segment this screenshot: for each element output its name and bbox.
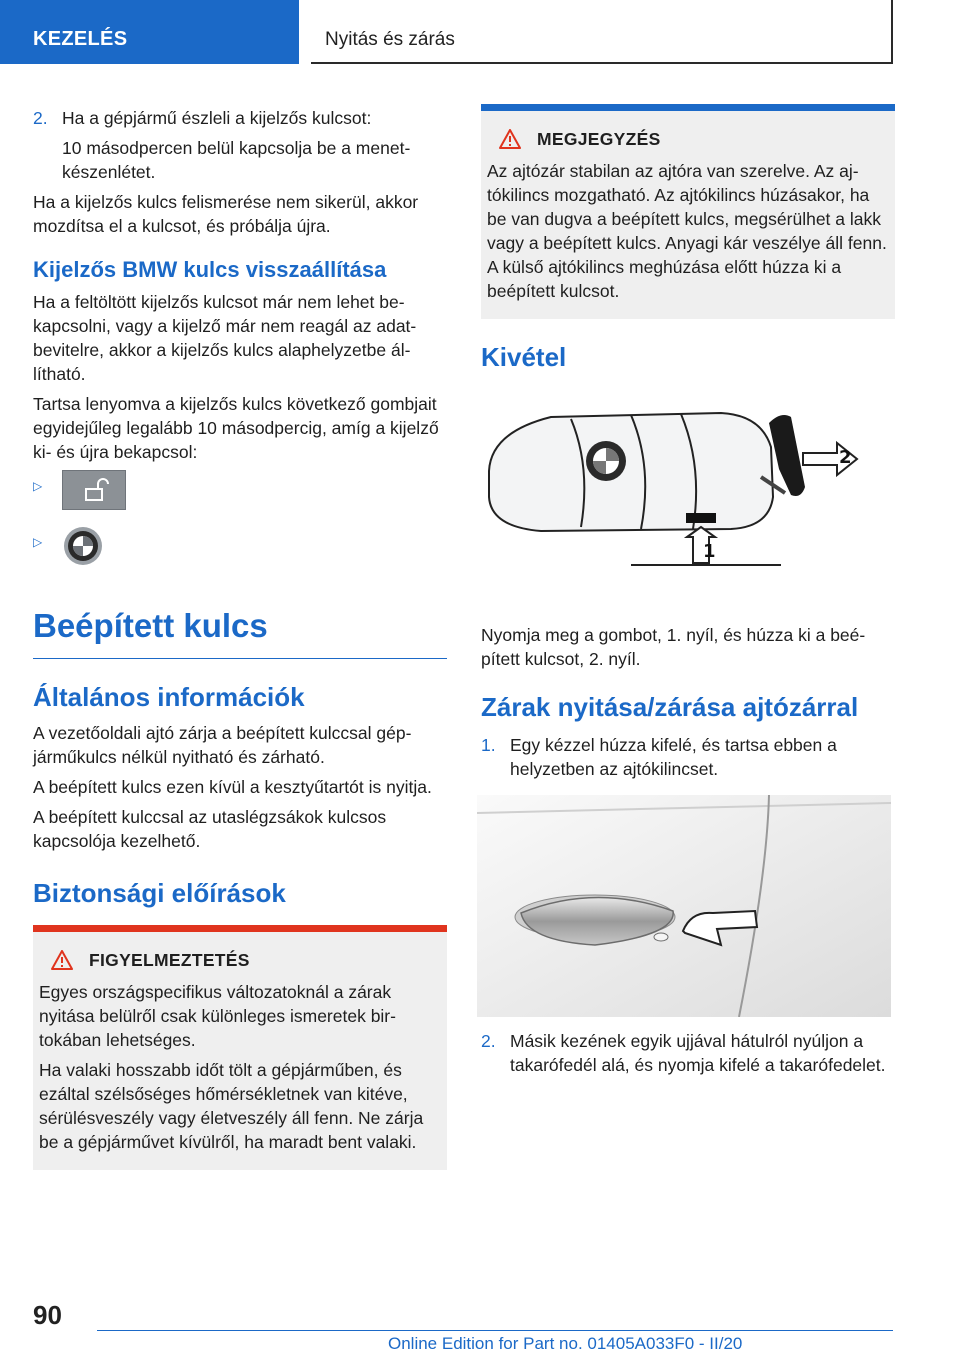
removal-heading: Kivétel (481, 342, 567, 372)
step-number: 2. (481, 1031, 496, 1051)
step-2-subtext: 10 másodpercen belül kapcsolja be a menetkészenlétet. (62, 138, 411, 182)
step-text: Másik kezének egyik ujjával hátulról nyúljon a takarófedél alá, és nyomja kifelé a takarófedelet. (510, 1031, 886, 1075)
right-column (481, 104, 895, 1083)
warning-triangle-icon (499, 129, 521, 149)
edition-note: Online Edition for Part no. 01405A033F0 - II/20 (388, 1334, 743, 1353)
header-chapter-box (311, 0, 893, 64)
unlock-button-icon (62, 470, 126, 510)
note-title-row (487, 127, 887, 151)
general-paragraph-2: A beépített kulcs ezen kívül a kesztyűtartót is nyitja. (33, 777, 432, 797)
key-removal-illustration (481, 387, 895, 583)
warning-box (33, 925, 447, 1170)
integrated-key-heading: Beépített kulcs (33, 606, 447, 659)
door-handle-illustration (477, 795, 891, 1017)
page-number: 90 (33, 1300, 62, 1330)
step-text: Ha a gépjármű észleli a kijelzős kulcsot: (62, 108, 372, 128)
reset-paragraph-2: Tartsa lenyomva a kijelzős kulcs következő gombjait egyidejűleg legalább 10 másodpercig, amíg a kijelző ki- és újra bekapcsol: (33, 394, 439, 462)
note-box (481, 104, 895, 319)
note-title: MEGJEGYZÉS (537, 129, 661, 149)
bullet-marker: ▷ (33, 479, 43, 493)
callout-1: 1 (703, 541, 716, 562)
header-section-tab (0, 0, 299, 64)
footer-divider (97, 1330, 893, 1331)
general-paragraph-3: A beépített kulccsal az utaslégzsákok kulcsos kapcsolója kezelhető. (33, 807, 387, 851)
bullet-bmw-button (33, 526, 447, 584)
warning-triangle-icon (51, 950, 73, 970)
step-2-item (33, 106, 447, 130)
header-chapter-label: Nyitás és zárás (325, 29, 455, 50)
lock-step-1 (481, 733, 895, 781)
bmw-logo-icon (63, 526, 103, 566)
warning-paragraph-1: Egyes országspecifikus változatoknál a zárak nyitása belülről csak különleges ismeretek birtokában lehetséges. (39, 982, 396, 1050)
general-info-heading: Általános információk (33, 682, 305, 712)
reset-heading: Kijelzős BMW kulcs visszaállítása (33, 257, 387, 282)
safety-heading: Biztonsági előírások (33, 878, 286, 908)
reset-paragraph-1: Ha a feltöltött kijelzős kulcsot már nem lehet bekapcsolni, vagy a kijelző már nem reagál az adatbevitelre, akkor a kijelzős kulcs alaphelyzetbe állítható. (33, 292, 417, 384)
step-number: 1. (481, 735, 496, 755)
left-column (33, 106, 447, 1170)
header-section-label: KEZELÉS (33, 28, 128, 50)
door-lock-heading: Zárak nyitása/zárása ajtózárral (481, 692, 859, 722)
note-text: Az ajtózár stabilan az ajtóra van szerelve. Az ajtókilincs mozgatható. Az ajtókilincs húzásakor, ha be van dugva a beépített kulcs, megsérülhet a lakk vagy a beépített kulcs. Anyagi kár veszélye áll fenn. A külső ajtókilincs meghúzása előtt húzza ki a beépített kulcsot. (487, 161, 887, 301)
callout-2: 2 (839, 447, 852, 468)
lock-step-2 (481, 1029, 895, 1077)
step-number: 2. (33, 108, 48, 128)
warning-title-row (39, 948, 439, 972)
bullet-unlock-button (33, 470, 447, 526)
bullet-marker: ▷ (33, 535, 43, 549)
removal-paragraph: Nyomja meg a gombot, 1. nyíl, és húzza ki a beépített kulcsot, 2. nyíl. (481, 625, 866, 669)
general-paragraph-1: A vezetőoldali ajtó zárja a beépített kulccsal gépjárműkulcs nélkül nyitható és zárható. (33, 723, 412, 767)
paragraph-fail: Ha a kijelzős kulcs felismerése nem sikerül, akkor mozdítsa el a kulcsot, és próbálja újra. (33, 192, 419, 236)
step-text: Egy kézzel húzza kifelé, és tartsa ebben a helyzetben az ajtókilincset. (510, 735, 837, 779)
warning-paragraph-2: Ha valaki hosszabb időt tölt a gépjárműben, és ezáltal szélsőséges hőmérsékletnek van kitéve, sérülésveszély vagy életveszély áll fenn. Ne zárja be a gépjárművet kívülről, ha maradt bent valaki. (39, 1060, 424, 1152)
warning-title: FIGYELMEZTETÉS (89, 950, 250, 970)
